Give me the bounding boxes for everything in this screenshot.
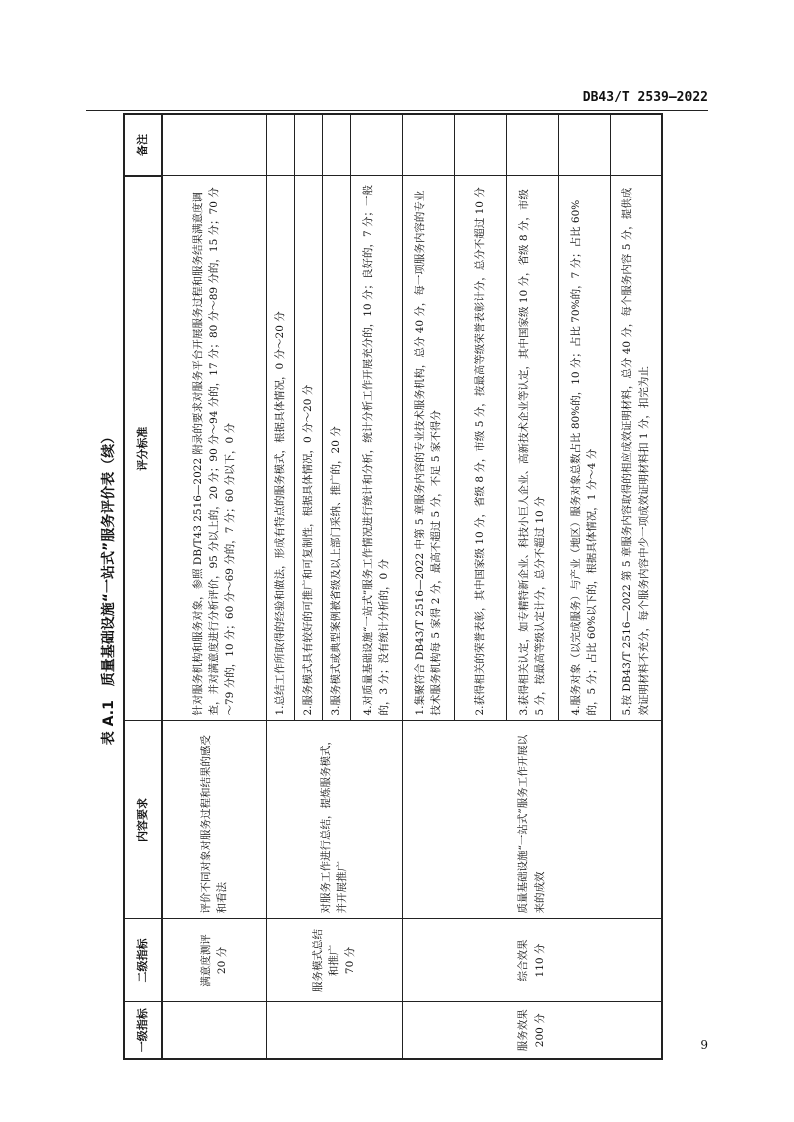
header-rule <box>86 110 708 111</box>
criteria-effect-4: 4.服务对象（以完成服务）与产业（地区）服务对象总数占比 80%的，10 分；占比 70%的，7 分；占比 60%的，5 分；占比 60%以下的，根据具体情况，1 分～4 分 <box>558 176 610 721</box>
content-effect: 质量基础设施“一站式”服务工作开展以来的成效 <box>402 721 662 919</box>
remarks-cell <box>322 114 350 176</box>
criteria-model-4: 4.对质量基础设施“一站式”服务工作情况进行统计和分析，统计分析工作开展充分的，10 分；良好的，7 分；一般的，3 分；没有统计分析的，0 分 <box>350 176 402 721</box>
criteria-model-3: 3.服务模式或典型案例被省级及以上部门采纳、推广的，20 分 <box>322 176 350 721</box>
header-level1: 一级指标 <box>124 1002 162 1059</box>
level1-effect: 服务效果 200 分 <box>402 1002 662 1059</box>
remarks-cell <box>162 114 266 176</box>
remarks-cell <box>402 114 454 176</box>
level1-cell-empty <box>162 1002 266 1059</box>
header-criteria: 评分标准 <box>124 176 162 721</box>
table-caption: 表 A.1 质量基础设施“一站式”服务评价表（续） <box>101 429 117 746</box>
criteria-satisfaction: 针对服务机构和服务对象，参照 DB/T43 2516—2022 附录的要求对服务平台开展服务过程和服务结果满意度调查，并对满意度进行分析评价，95 分以上的，20 分；90 分～94 分的，17 分；80 分～89 分的，15 分；70 分～79 分的，10 分；60 分～69 分的，7 分；60 分以下，0 分 <box>162 176 266 721</box>
rotated-table-block <box>95 115 695 1060</box>
level2-satisfaction: 满意度测评 20 分 <box>162 919 266 1002</box>
table-row <box>402 114 454 1059</box>
header-remarks: 备注 <box>124 114 162 176</box>
remarks-cell <box>350 114 402 176</box>
criteria-effect-2: 2.获得相关的荣誉表彰，其中国家级 10 分，省级 8 分，市级 5 分，按最高等级荣誉表彰计分，总分不超过 10 分 <box>454 176 506 721</box>
remarks-cell <box>266 114 294 176</box>
content-satisfaction: 评价不同对象对服务过程和结果的感受和看法 <box>162 721 266 919</box>
remarks-cell <box>558 114 610 176</box>
remarks-cell <box>506 114 558 176</box>
evaluation-table <box>123 113 663 1060</box>
page-number: 9 <box>700 1038 708 1052</box>
remarks-cell <box>610 114 662 176</box>
table-row <box>266 114 294 1059</box>
level1-cell-empty <box>266 1002 402 1059</box>
level2-effect: 综合效果 110 分 <box>402 919 662 1002</box>
criteria-model-2: 2.服务模式具有较好的可推广和可复制性，根据具体情况，0 分～20 分 <box>294 176 322 721</box>
standard-code: DB43/T 2539—2022 <box>582 90 708 105</box>
criteria-effect-1: 1.集聚符合 DB43/T 2516—2022 中第 5 章服务内容的专业技术服务机构，总分 40 分，每一项服务内容的专业技术服务机构每 5 家得 2 分，最高不超过 5 分，不足 5 家不得分 <box>402 176 454 721</box>
level2-model: 服务模式总结和推广 70 分 <box>266 919 402 1002</box>
table-row <box>162 114 266 1059</box>
criteria-effect-5: 5.按 DB43/T 2516—2022 第 5 章服务内容取得的相应成效证明材料，总分 40 分，每个服务内容 5 分，提供成效证明材料不充分，每个服务内容中少一项成效证明材料扣 1 分，扣完为止 <box>610 176 662 721</box>
header-content: 内容要求 <box>124 721 162 919</box>
content-model: 对服务工作进行总结，提炼服务模式，并开展推广 <box>266 721 402 919</box>
table-header-row <box>124 114 162 1059</box>
criteria-effect-3: 3.获得相关认定，如专精特新企业、科技小巨人企业、高新技术企业等认定，其中国家级 10 分，省级 8 分，市级 5 分，按最高等级认定计分，总分不超过 10 分 <box>506 176 558 721</box>
remarks-cell <box>454 114 506 176</box>
criteria-model-1: 1.总结工作所取得的经验和做法，形成有特点的服务模式，根据具体情况，0 分～20 分 <box>266 176 294 721</box>
header-level2: 二级指标 <box>124 919 162 1002</box>
remarks-cell <box>294 114 322 176</box>
